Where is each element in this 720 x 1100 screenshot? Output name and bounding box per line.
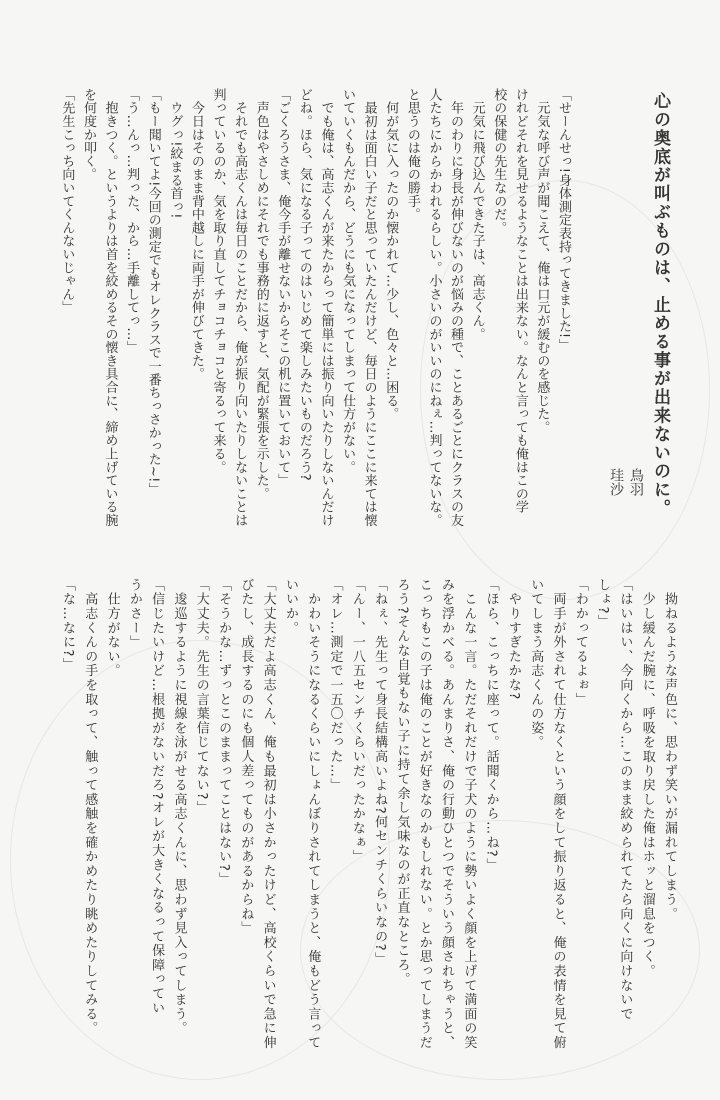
- text-column: 「はいはい、今向くから…このまま絞められてたら向くに向けないで: [617, 578, 633, 1022]
- text-column: 「そうかな…ずっとこのままってことはない?」: [216, 578, 232, 887]
- text-column: しょ?」: [595, 578, 611, 630]
- text-column: 「ごくろうさま、俺今手が離せないからそこの机に置いておいて」: [275, 88, 291, 487]
- text-column: を何度か叩く。: [80, 88, 96, 182]
- text-column: 「先生こっち向いてくんないじゃん」: [59, 88, 75, 315]
- text-column: と思うのは俺の勝手。: [404, 88, 420, 221]
- text-column: 少し緩んだ腕に、呼吸を取り戻した俺はホッと溜息をつく。: [639, 578, 655, 979]
- text-column: 何が気に入ったのか懐かれて…少し、色々と…困る。: [383, 88, 399, 421]
- text-column: 年のわりに身長が伸びないのが悩みの種で、ことあるごとにクラスの友: [448, 88, 464, 527]
- text-column: どね。ほら、気になる子ってのはいじめて楽しみたいものだろう?: [296, 88, 312, 481]
- text-column: 逡巡するように視線を泳がせる高志くんに、思わず見入ってしまう。: [171, 578, 187, 1036]
- text-column: ウグっ!絞まる首っ!: [167, 88, 183, 219]
- text-column: 「ねぇ、先生って身長結構高いよね?何センチくらいなの?」: [372, 578, 388, 967]
- text-column: 今日はそのまま背中越しに両手が伸びてきた。: [188, 88, 204, 381]
- text-column: 最初は面白い子だと思っていたんだけど、毎日のようにここに来ては懐: [361, 88, 377, 527]
- story-title: 心の奥底が叫ぶものは、止める事が出来ないのに。: [650, 92, 670, 518]
- text-column: 声色はやさしめにそれでも事務的に返すと、気配が緊張を示した。: [253, 88, 269, 501]
- text-column: 「な…なに?」: [59, 578, 75, 672]
- text-column: いてしまう高志くんの姿。: [528, 578, 544, 750]
- text-column: ろう?そんな自覚もない子に持て余し気味なのが正直なところ。: [394, 578, 410, 987]
- text-column: 両手が外されて仕方なくという顔をして振り返ると、俺の表情を見て俯: [550, 578, 566, 1050]
- story-text-upper: [56, 88, 574, 528]
- text-column: こっちもこの子は俺のことが好きなのかもしれない。とか思ってしまうだ: [416, 578, 432, 1050]
- text-column: 抱きつく。というよりは首を絞めるその懐き具合に、締め上げている腕: [102, 88, 118, 527]
- text-column: けれどそれを見せるようなことは出来ない。なんと言っても俺はこの学: [512, 88, 528, 514]
- text-column: 「ほら、こっちに座って。話聞くから…ね?」: [483, 578, 499, 873]
- text-column: 「う…んっ…判った、から…手離してっ…」: [124, 88, 140, 354]
- story-text-lower: [56, 578, 680, 1058]
- text-column: 高志くんの手を取って、触って感触を確かめたり眺めたりしてみる。: [82, 578, 98, 1036]
- text-column: でも俺は、高志くんが来たからって簡単には振り向いたりしないんだけ: [318, 88, 334, 527]
- text-column: 「オレ…測定で一五〇だった…」: [327, 578, 343, 793]
- text-column: かわいそうになるくらいにしょんぼりされてしまうと、俺もどう言って: [305, 578, 321, 1050]
- text-column: やりすぎたかな?: [505, 578, 521, 701]
- text-column: いていくもんだから、どうにも気になってしまって仕方がない。: [340, 88, 356, 474]
- text-column: 「大丈夫。先生の言葉信じてない?」: [193, 578, 209, 815]
- author-given-name: 珪沙: [608, 468, 624, 496]
- text-column: 元気な呼び声が聞こえて、俺は口元が緩むのを感じた。: [534, 88, 550, 434]
- text-column: 判っているのか、気を取り直してチョコチョコと寄るって来る。: [210, 88, 226, 474]
- text-column: 「んー、一八五センチくらいだったかなぁ」: [349, 578, 365, 864]
- text-column: 拗ねるような声色に、思わず笑いが漏れてしまう。: [662, 578, 677, 922]
- text-column: 仕方がない。: [104, 578, 120, 679]
- text-column: 元気に飛び込んできた子は、高志くん。: [469, 88, 485, 341]
- text-column: 「せーんせっ!身体測定表持ってきました!」: [556, 88, 571, 352]
- text-column: びたし、成長するのにも個人差ってものがあるからね」: [238, 578, 254, 936]
- text-column: うかさー」: [126, 578, 142, 650]
- text-column: こんな一言。ただそれだけで子犬のように勢いよく顔を上げて満面の笑: [461, 578, 477, 1050]
- text-column: それでも高志くんは毎日のことだから、俺が振り向いたりしないことは: [232, 88, 248, 527]
- text-column: 「大丈夫だよ高志くん、俺も最初は小さかったけど、高校くらいで急に伸: [260, 578, 276, 1050]
- text-column: みを浮かべる。あんまりさ、俺の行動ひとつでそういう顔されちゃうと、: [439, 578, 455, 1050]
- text-column: 人たちにからかわれるらしい。小さいのがいいのにねぇ…判ってないな。: [426, 88, 442, 527]
- text-column: 校の保健の先生なのだ。: [491, 88, 507, 235]
- text-column: 「もー聞いてよ!今回の測定でもオレクラスで一番ちっさかった~!」: [145, 88, 161, 496]
- author-family-name: 鳥羽: [628, 468, 644, 496]
- text-column: いいか。: [282, 578, 298, 636]
- author-name: [606, 468, 646, 496]
- text-column: 「信じたいけど…根拠がないだろ?オレが大きくなるって保障ってい: [149, 578, 165, 1016]
- text-column: 「わかってるよぉ」: [572, 578, 588, 707]
